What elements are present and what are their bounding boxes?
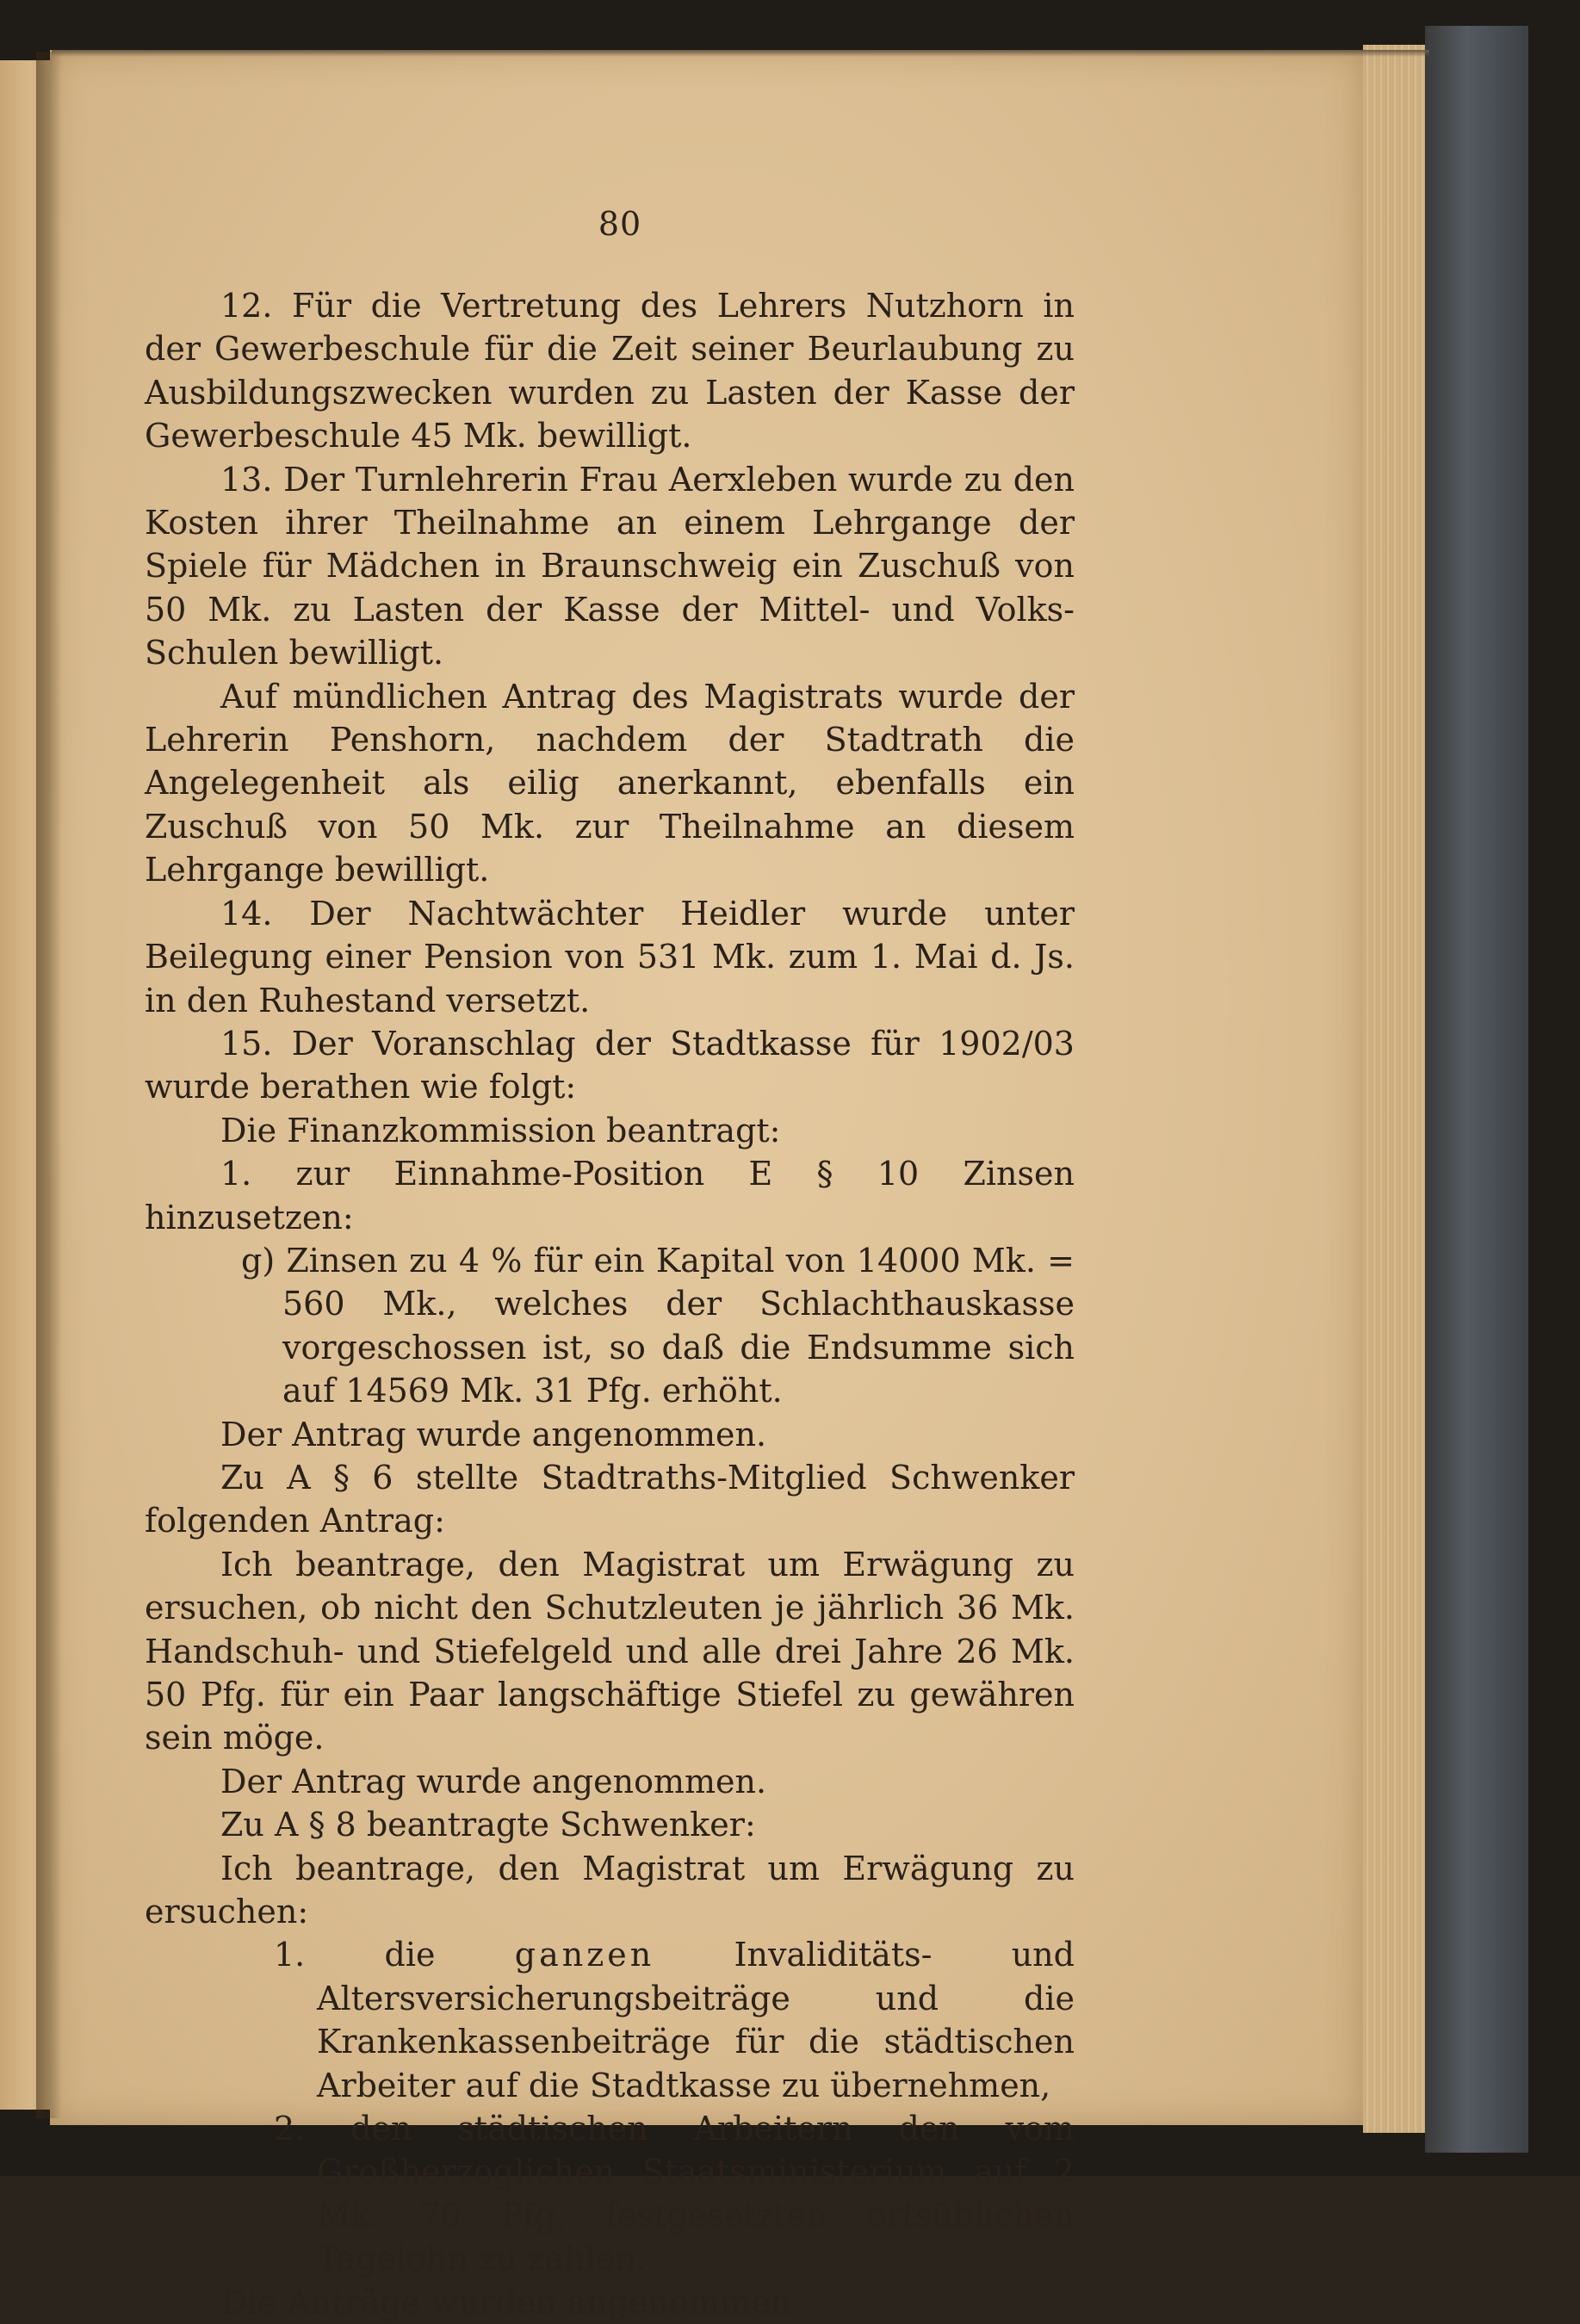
item-1-emphasis: ganzen [514, 1936, 655, 1974]
paragraph-a8: Zu A § 8 beantragte Schwenker: [220, 1806, 756, 1844]
paragraph-14: 14. Der Nachtwächter Heidler wurde unter Beilegung einer Pension von 531 Mk. zum 1. Mai d. Js. in den Ruhestand versetzt. [145, 894, 1075, 1019]
motions-accepted: Die Anträge wurden angenommen. [220, 2283, 802, 2321]
finance-commission-motion: Die Finanzkommission beantragt: [220, 1111, 781, 1150]
paragraph-13-addendum: Auf mündlichen Antrag des Magistrats wurde der Lehrerin Penshorn, nachdem der Stadtrath die Angelegenheit als eilig anerkannt, ebenfalls ein Zuschuß von 50 Mk. zur Theilnahme an diesem Lehrgange bewilligt. [145, 677, 1075, 889]
motion-a8-item-1 [145, 1933, 1075, 2107]
page-top-shadow [52, 50, 1429, 57]
paragraph-15: 15. Der Voranschlag der Stadtkasse für 1902/03 wurde berathen wie folgt: [145, 1024, 1075, 1106]
book-cover-edge [1425, 26, 1528, 2153]
income-position-item: 1. zur Einnahme-Position E § 10 Zinsen hinzusetzen: [145, 1155, 1075, 1236]
paragraph-13: 13. Der Turnlehrerin Frau Aerxleben wurde zu den Kosten ihrer Theilnahme an einem Lehrgange der Spiele für Mädchen in Braunschweig ein Zuschuß von 50 Mk. zu Lasten der Kasse der Mittel- und Volks-Schulen bewilligt. [145, 460, 1075, 672]
motion-a6-text: Ich beantrage, den Magistrat um Erwägung zu ersuchen, ob nicht den Schutzleuten je jährlich 36 Mk. Handschuh- und Stiefelgeld und alle drei Jahre 26 Mk. 50 Pfg. für ein Paar langschäftige Stiefel zu gewähren sein möge. [145, 1545, 1075, 1757]
motion-accepted-2: Der Antrag wurde angenommen. [220, 1762, 767, 1800]
paragraph-a6: Zu A § 6 stellte Stadtraths-Mitglied Schwenker folgenden Antrag: [145, 1458, 1075, 1540]
motion-accepted-1: Der Antrag wurde angenommen. [220, 1415, 767, 1453]
paragraph-12: 12. Für die Vertretung des Lehrers Nutzhorn in der Gewerbeschule für die Zeit seiner Beurlaubung zu Ausbildungszwecken wurden zu Lasten der Kasse der Gewerbeschule 45 Mk. bewilligt. [145, 287, 1075, 456]
motion-a8-item-2: 2. den städtischen Arbeitern den vom Großherzoglichen Staatsministerium auf 2 Mk. 70 Pfg. festgesetzten ortsüblichen Tagelohn zu zahlen. [274, 2110, 1075, 2278]
item-1-prefix: 1. die [274, 1936, 515, 1974]
page-text [145, 284, 1075, 2324]
page-block-edges [1363, 45, 1430, 2133]
interest-subitem-g: g) Zinsen zu 4 % für ein Kapital von 14000 Mk. = 560 Mk., welches der Schlachthauskasse vorgeschossen ist, so daß die Endsumme sich auf 14569 Mk. 31 Pfg. erhöht. [241, 1241, 1075, 1410]
page-gutter-shadow [36, 52, 62, 2118]
item-1-rest: Invaliditäts- und Altersversicherungsbeiträge und die Krankenkassenbeiträge für die städtischen Arbeiter auf die Stadtkasse zu übernehmen, [317, 1936, 1075, 2104]
motion-a8-intro: Ich beantrage, den Magistrat um Erwägung zu ersuchen: [145, 1849, 1075, 1931]
page-number: 80 [598, 205, 642, 243]
